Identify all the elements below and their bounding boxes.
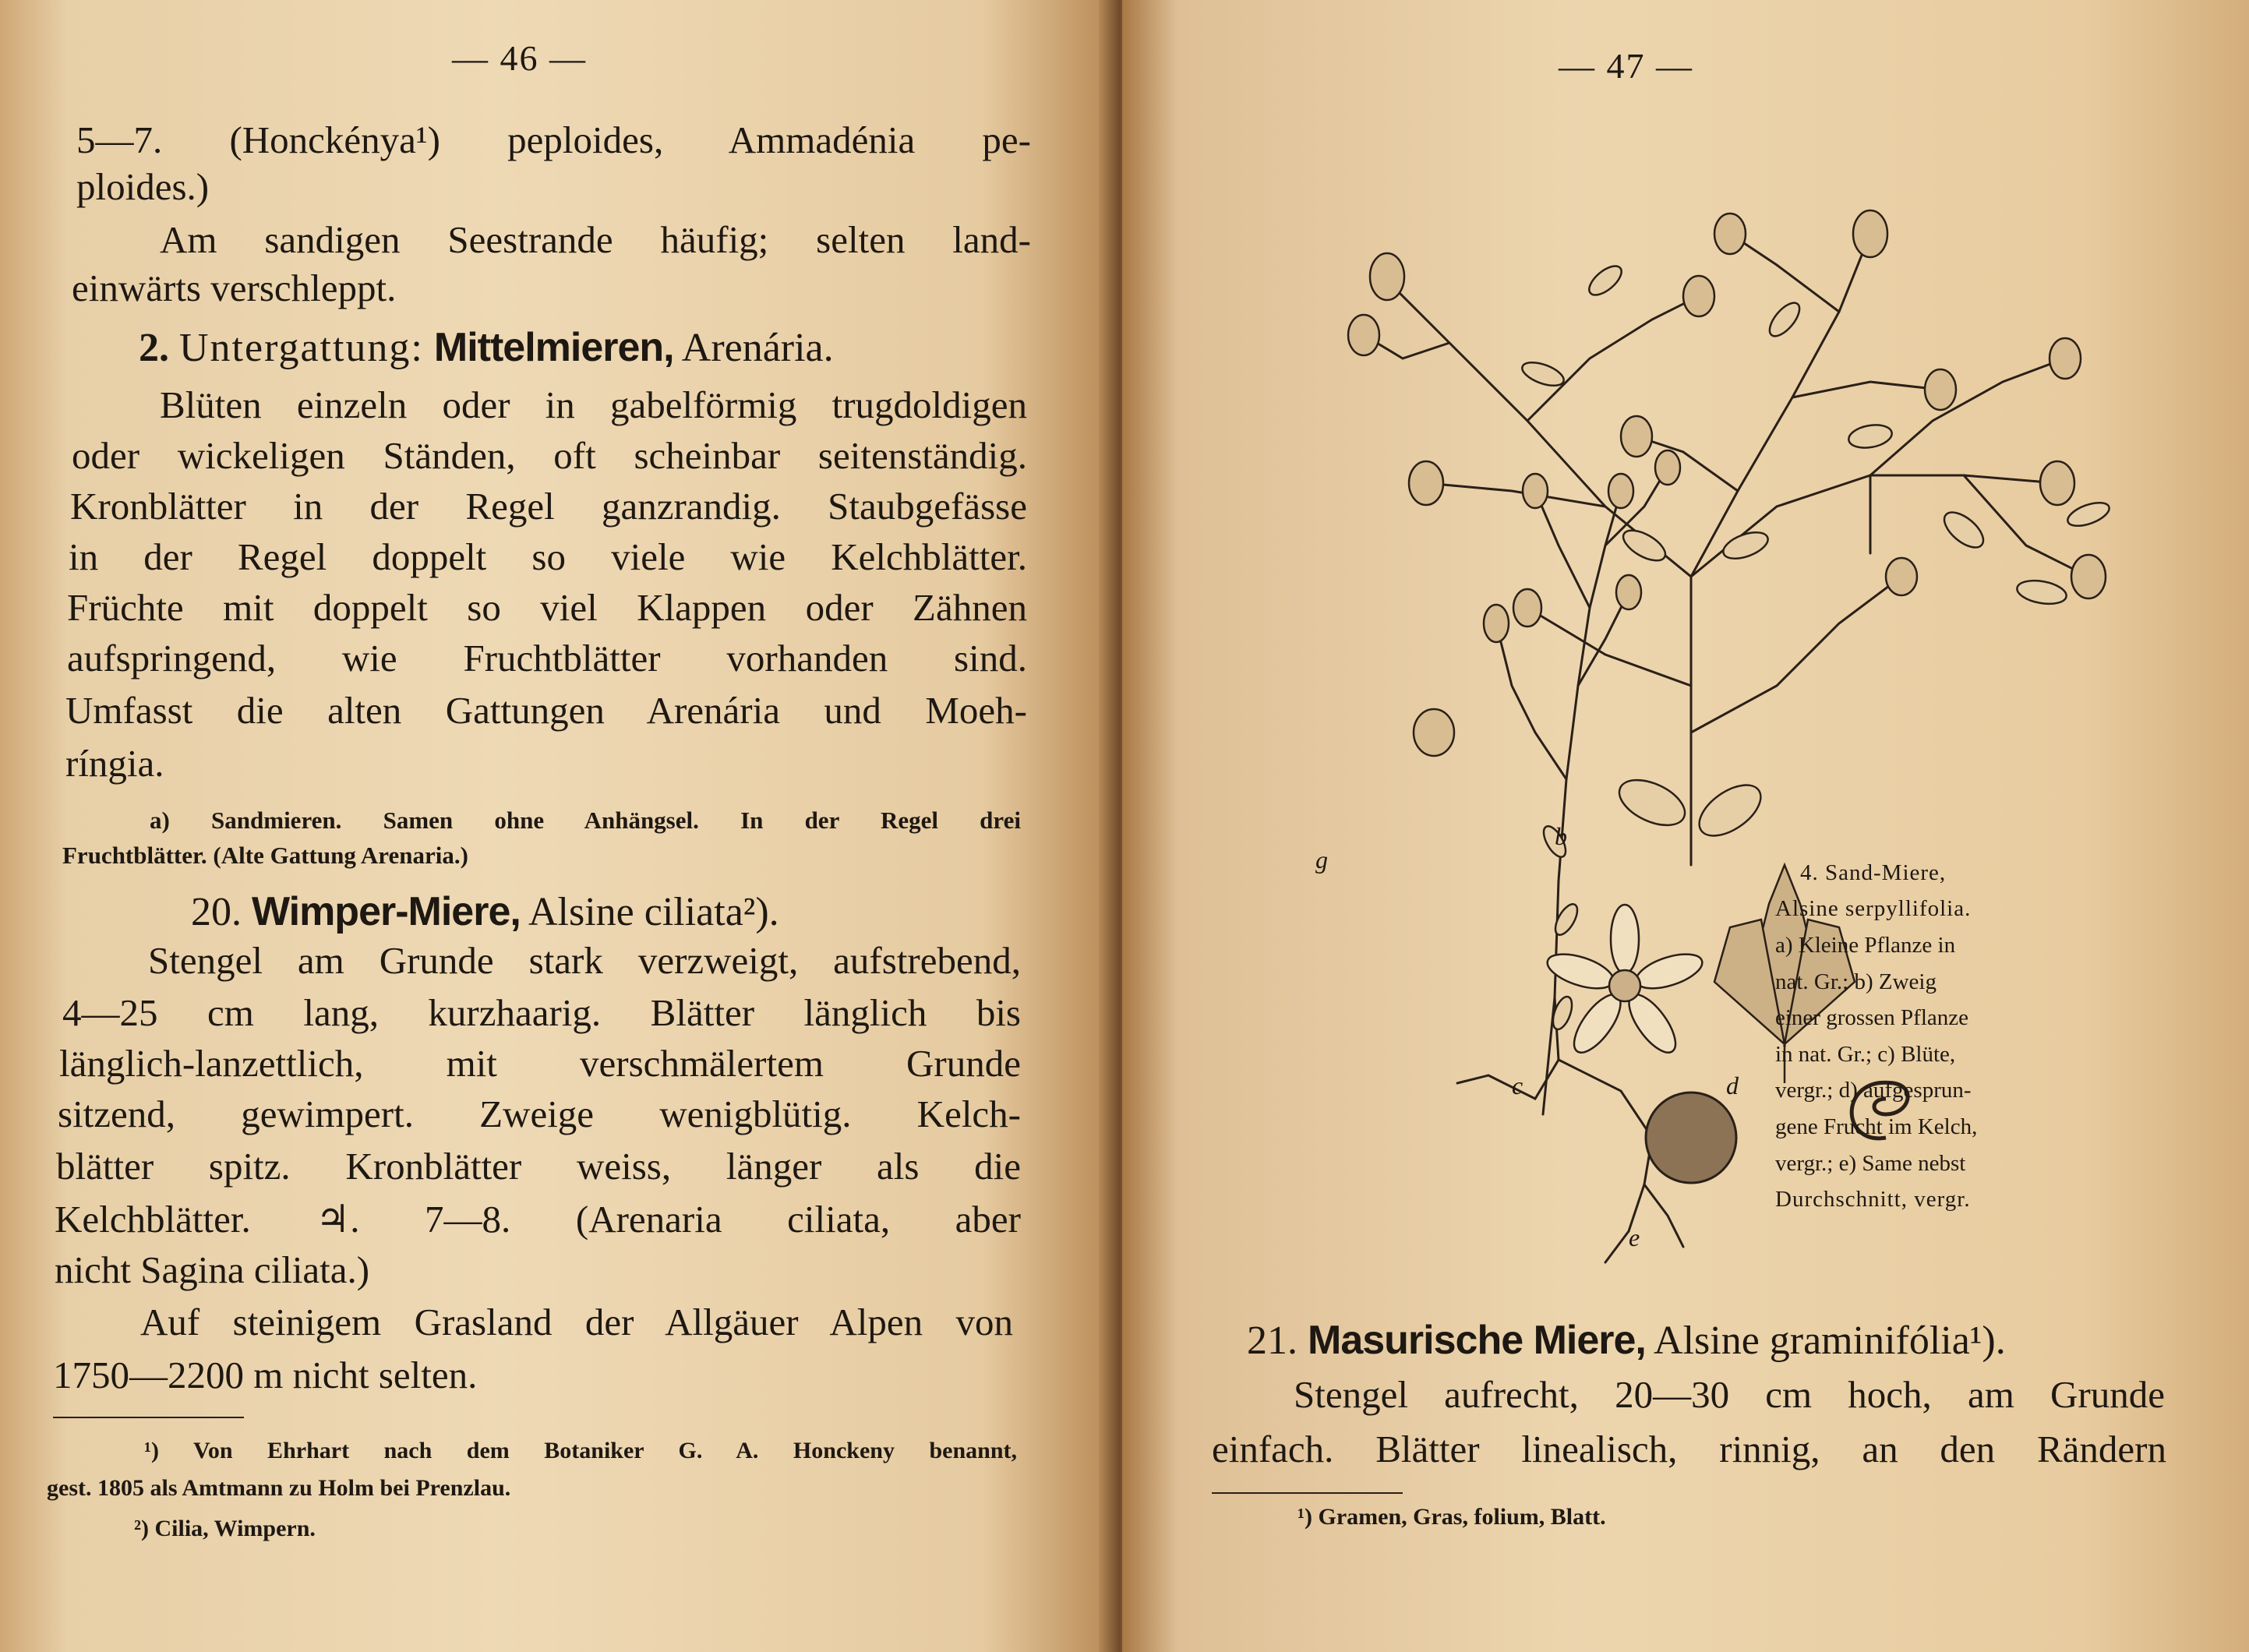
caption-line: Alsine serpyllifolia.	[1775, 896, 1972, 921]
text-line: ríngia.	[65, 742, 164, 785]
caption-line: Durchschnitt, vergr.	[1775, 1187, 1971, 1212]
text-line: 4—25 cm lang, kurzhaarig. Blätter länglich bis	[62, 991, 1021, 1034]
figure-letter-g: g	[1315, 845, 1328, 874]
subgenus-name: Mittelmieren,	[433, 325, 674, 370]
species-name: Masurische Miere,	[1308, 1318, 1646, 1363]
footnote-rule	[53, 1417, 244, 1418]
subgenus-number: 2.	[139, 326, 169, 370]
text-line: länglich-lanzettlich, mit verschmälertem Grunde	[59, 1042, 1021, 1085]
subgenus-heading	[139, 324, 834, 372]
species-name: Wimper-Miere,	[252, 889, 521, 934]
text-line: Am sandigen Seestrande häufig; selten land-	[160, 218, 1031, 261]
left-page	[0, 0, 1114, 1652]
caption-line: gene Frucht im Kelch,	[1775, 1114, 1978, 1139]
text-line: Umfasst die alten Gattungen Arenária und Moeh-	[65, 689, 1027, 732]
text-line: Kelchblätter. ♃. 7—8. (Arenaria ciliata, aber	[55, 1198, 1021, 1241]
caption-line: 4. Sand-Miere,	[1800, 860, 1947, 885]
species-latin: Alsine graminifólia¹).	[1654, 1318, 2006, 1363]
text-line: nicht Sagina ciliata.)	[55, 1248, 370, 1291]
footnote: gest. 1805 als Amtmann zu Holm bei Prenzlau.	[47, 1475, 511, 1501]
subgenus-latin: Arenária.	[681, 326, 834, 370]
text-line: Blüten einzeln oder in gabelförmig trugdoldigen	[160, 383, 1027, 426]
footnote: ²) Cilia, Wimpern.	[134, 1516, 316, 1541]
species-heading	[1247, 1317, 2006, 1364]
caption-line: a) Kleine Pflanze in	[1775, 933, 1956, 958]
text-line: in der Regel doppelt so viele wie Kelchblätter.	[69, 535, 1027, 578]
caption-line: vergr.; d) aufgesprun-	[1775, 1078, 1972, 1103]
caption-line: nat. Gr.; b) Zweig	[1775, 969, 1937, 994]
page-number: — 47 —	[1559, 46, 1693, 86]
text-line: aufspringend, wie Fruchtblätter vorhanden sind.	[67, 637, 1027, 680]
text-line: ploides.)	[76, 165, 210, 208]
text-line: Früchte mit doppelt so viel Klappen oder Zähnen	[67, 586, 1027, 629]
plant-illustration	[1278, 140, 2249, 1286]
text-line: 1750—2200 m nicht selten.	[53, 1354, 478, 1396]
right-page	[1122, 0, 2249, 1652]
figure-letter-e: e	[1629, 1223, 1640, 1251]
subgenus-prefix: Untergattung:	[179, 326, 424, 370]
group-line: Fruchtblätter. (Alte Gattung Arenaria.)	[62, 842, 468, 869]
species-heading	[191, 888, 779, 936]
text-line: Stengel aufrecht, 20—30 cm hoch, am Grunde	[1294, 1373, 2165, 1416]
text-line: 5—7. (Honckénya¹) peploides, Ammadénia pe-	[76, 118, 1031, 161]
text-line: Stengel am Grunde stark verzweigt, aufstrebend,	[148, 939, 1021, 982]
text-line: einfach. Blätter linealisch, rinnig, an den Rändern	[1212, 1428, 2166, 1470]
footnote: ¹) Von Ehrhart nach dem Botaniker G. A. Honckeny benannt,	[144, 1438, 1017, 1463]
footnote: ¹) Gramen, Gras, folium, Blatt.	[1298, 1504, 1606, 1530]
text-line: Auf steinigem Grasland der Allgäuer Alpen von	[140, 1301, 1013, 1343]
text-line: oder wickeligen Ständen, oft scheinbar seitenständig.	[72, 434, 1027, 477]
footnote-rule	[1212, 1492, 1403, 1494]
figure-letter-c: c	[1512, 1071, 1523, 1100]
species-number: 20.	[191, 890, 242, 934]
page-number: — 46 —	[452, 38, 587, 78]
text-line: blätter spitz. Kronblätter weiss, länger als die	[56, 1145, 1021, 1188]
caption-line: einer grossen Pflanze	[1775, 1005, 1969, 1030]
species-latin: Alsine ciliata²).	[528, 890, 779, 934]
text-line: einwärts verschleppt.	[72, 267, 397, 309]
figure-letter-b: b	[1555, 822, 1567, 850]
text-line: sitzend, gewimpert. Zweige wenigblütig. Kelch-	[58, 1093, 1021, 1135]
caption-line: in nat. Gr.; c) Blüte,	[1775, 1042, 1956, 1067]
group-line: a) Sandmieren. Samen ohne Anhängsel. In der Regel drei	[150, 807, 1021, 834]
figure-letter-d: d	[1726, 1071, 1739, 1100]
caption-line: vergr.; e) Same nebst	[1775, 1151, 1966, 1176]
text-line: Kronblätter in der Regel ganzrandig. Staubgefässe	[70, 485, 1027, 528]
species-number: 21.	[1247, 1318, 1298, 1363]
